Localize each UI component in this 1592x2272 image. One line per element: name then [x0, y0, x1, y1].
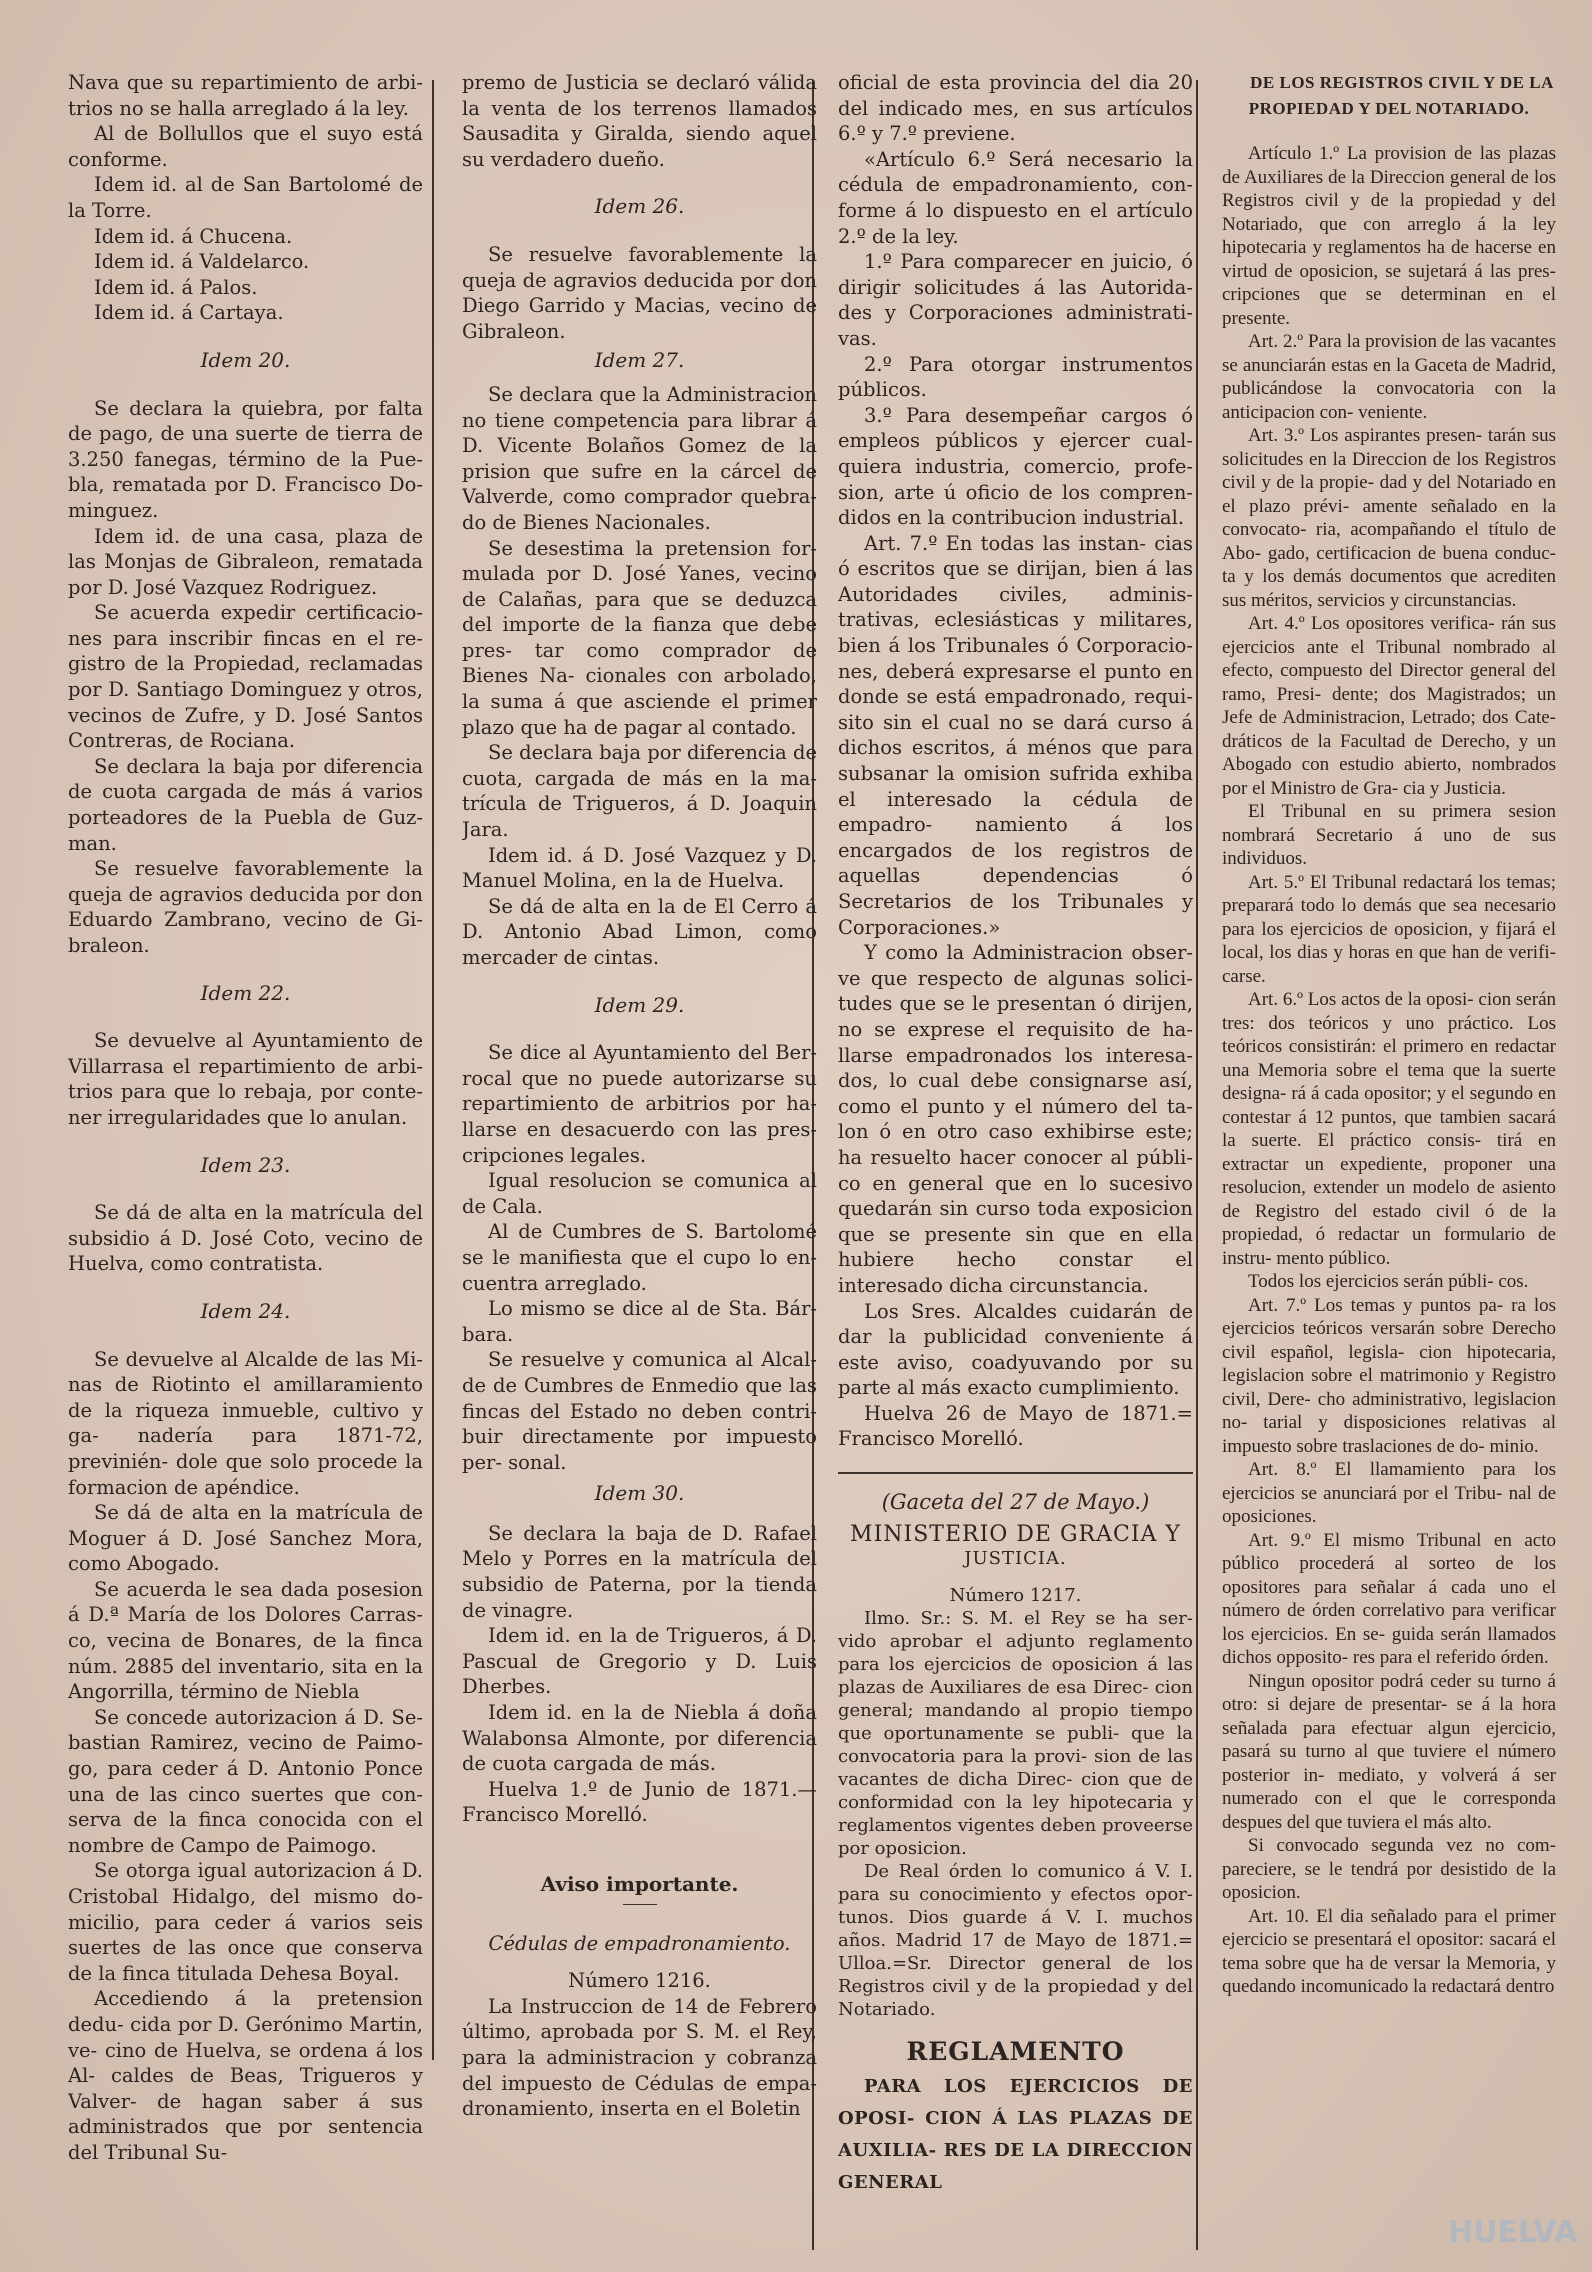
column-2 — [462, 70, 817, 2252]
section-heading: Idem 22. — [200, 980, 291, 1005]
section-heading: Idem 30. — [594, 1481, 685, 1506]
paragraph: Se resuelve favorablemente la queja de agravios deducida por don Eduardo Zambrano, vecino de Gi- braleon. — [68, 857, 423, 957]
article: Artículo 1.º La provision de las plazas de Auxiliares de la Direccion general de los Registros civil y de la propiedad y del Notariado, que con arreglo á la ley hipotecaria y reglamentos ha de hacerse en virtud de oposicion, se sujetará á las pres- cripciones que se determinan en el presente. — [1222, 143, 1556, 329]
paragraph: Idem id. á Cartaya. — [94, 301, 284, 325]
paragraph: Idem id. á Chucena. — [94, 224, 293, 248]
regulation-title: REGLAMENTO — [906, 2037, 1125, 2067]
paragraph: Y como la Administracion obser- ve que respecto de algunas solici- tudes que se le presentan ó dirijen, no se exprese el requisito de ha- llarse empadronados los interesa- dos, lo cual debe consignarse así, como el punto y el número del ta- lon ó en otro caso exhibirse este; ha resuelto hacer conocer al públi- co en general que en lo sucesivo quedarán sin curso toda exposicion que se presente sin que en ella hubiere hecho constar el interesado dicha circunstancia. — [838, 941, 1193, 1297]
paragraph: Se devuelve al Alcalde de las Mi- nas de Riotinto el amillaramiento de la riqueza inmueble, cultivo y ga- nadería para 1871-72, previnién- dole que solo procede la formacion de apéndice. — [68, 1347, 423, 1499]
paragraph: Se desestima la pretension for- mulada por D. José Yanes, vecino de Calañas, para que se deduzca del importe de la fianza que debe pres- tar como comprador de Bienes Na- cionales con arbolado, la suma á que asciende el primer plazo que ha de pagar al contado. — [462, 536, 817, 739]
divider — [623, 1904, 657, 1905]
signature-line: Huelva 26 de Mayo de 1871.= Francisco Morelló. — [838, 1401, 1193, 1451]
paragraph: Se otorga igual autorizacion á D. Cristobal Hidalgo, del mismo do- micilio, para ceder á varios seis suertes de las once que conserva de la finca titulada Dehesa Boyal. — [68, 1859, 423, 1985]
order-number: Número 1216. — [568, 1969, 711, 1993]
section-heading: Idem 27. — [594, 348, 685, 373]
column-rule — [1196, 80, 1198, 2250]
article: Art. 8.º El llamamiento para los ejercicios se anunciará por el Tribu- nal de oposiciones. — [1222, 1459, 1556, 1527]
paragraph: Idem id. en la de Trigueros, á D. Pascual de Gregorio y D. Luis Dherbes. — [462, 1624, 817, 1699]
paragraph: La Instruccion de 14 de Febrero último, aprobada por S. M. el Rey, para la administracion y cobranza del impuesto de Cédulas de empa- dronamiento, inserta en el Boletin — [462, 1994, 817, 2121]
column-4 — [1222, 70, 1556, 2252]
paragraph: Idem id. á D. José Vazquez y D. Manuel Molina, en la de Huelva. — [462, 843, 817, 893]
paragraph: Al de Bollullos que el suyo está conforme. — [68, 122, 423, 171]
article: Art. 10. El dia señalado para el primer ejercicio se presentará el opositor: sacará el tema sobre que ha de versar la Memoria, y quedando incomunicado la redactará dentro — [1222, 1905, 1556, 1997]
paragraph: Se resuelve y comunica al Alcal- de de Cumbres de Enmedio que las fincas del Estado no deben contri- buir directamente por impuesto per- sonal. — [462, 1348, 817, 1474]
paragraph: Se declara la quiebra, por falta de pago, de una suerte de tierra de 3.250 fanegas, término de la Pue- bla, rematada por D. Francisco Do- minguez. — [68, 396, 423, 522]
article: Art. 9.º El mismo Tribunal en acto público procederá al sorteo de los opositores para señalar á cada uno el número de órden correlativo para verificar los ejercicios. En se- guida serán llamados dichos opposito- res para el referido órden. — [1222, 1529, 1556, 1668]
notice-title: Aviso importante. — [540, 1872, 739, 1896]
paragraph: Se declara que la Administracion no tiene competencia para librar á D. Vicente Bolaños Gomez de la prision que sufre en la cárcel de Valverde, como comprador quebra- do de Bienes Nacionales. — [462, 382, 817, 534]
section-heading: Idem 24. — [200, 1298, 291, 1323]
paragraph: Idem id. á Valdelarco. — [94, 250, 310, 274]
article: Todos los ejercicios serán públi- cos. — [1248, 1271, 1529, 1292]
paragraph: Lo mismo se dice al de Sta. Bár- bara. — [462, 1297, 817, 1346]
paragraph: Se declara la baja de D. Rafael Melo y Porres en la matrícula del subsidio de Paterna, por la tienda de vinagre. — [462, 1521, 817, 1622]
article: Art. 5.º El Tribunal redactará los temas; preparará todo lo demás que sea necesario para los ejercicios de oposicion, y fijará el local, los dias y horas en que han de verifi- carse. — [1222, 871, 1556, 987]
article: Art. 6.º Los actos de la oposi- cion serán tres: dos teóricos y uno práctico. Los teóricos consistirán: el primero en redactar una Memoria sobre el tema que la suerte designa- rá á cada opositor; y el segundo en contestar á 12 puntos, que tambien sacará la suerte. El práctico consis- tirá en extractar un expediente, proponer una resolucion, extender un modelo de asiento de Registro del estado civil ó de la propiedad, ó redactar un formulario de instru- mento público. — [1222, 989, 1556, 1269]
section-heading: Idem 23. — [200, 1152, 291, 1177]
paragraph: oficial de esta provincia del dia 20 del indicado mes, en sus artículos 6.º y 7.º previene. — [838, 71, 1193, 146]
paragraph: Los Sres. Alcaldes cuidarán de dar la publicidad conveniente á este aviso, coadyuvando por su parte al más exacto cumplimiento. — [838, 1299, 1193, 1400]
ministry-subtitle: JUSTICIA. — [964, 1548, 1067, 1570]
paragraph: Idem id. á Palos. — [94, 275, 258, 299]
regulation-subtitle: PARA LOS EJERCICIOS DE OPOSI- CION Á LAS PLAZAS DE AUXILIA- RES DE LA DIRECCION GENERAL — [838, 2075, 1193, 2193]
order-number: Número 1217. — [949, 1585, 1082, 1607]
paragraph: Se dá de alta en la matrícula de Moguer á D. José Sanchez Mora, como Abogado. — [68, 1501, 423, 1576]
column-3 — [838, 70, 1193, 2252]
paragraph: 1.º Para comparecer en juicio, ó dirigir solicitudes á las Autorida- des y Corporaciones administrati- vas. — [838, 250, 1193, 350]
ministry-title: MINISTERIO DE GRACIA Y — [850, 1521, 1181, 1547]
paragraph: Se acuerda expedir certificacio- nes para inscribir fincas en el re- gistro de la Propiedad, reclamadas por D. Santiago Dominguez y otros, vecinos de Zufre, y D. José Santos Contreras, de Rociana. — [68, 601, 423, 753]
source-note: (Gaceta del 27 de Mayo.) — [881, 1490, 1150, 1515]
paragraph: Se dá de alta en la matrícula del subsidio á D. José Coto, vecino de Huelva, como contratista. — [68, 1201, 423, 1276]
paragraph: Ilmo. Sr.: S. M. el Rey se ha ser- vido aprobar el adjunto reglamento para los ejercicios de oposicion á las plazas de Auxiliares de esa Direc- cion general; mandando al propio tiempo que oportunamente se publi- que la convocatoria para la provi- sion de las vacantes de dicha Direc- cion que de conformidad con la ley hipotecaria y reglamentos vigentes deben proveerse por oposicion. — [838, 1608, 1193, 1860]
paragraph: «Artículo 6.º Será necesario la cédula de empadronamiento, con- forme á lo dispuesto en el artículo 2.º de la ley. — [838, 147, 1193, 248]
signature-line: Huelva 1.º de Junio de 1871.— Francisco Morelló. — [462, 1777, 817, 1827]
article: Art. 7.º Los temas y puntos pa- ra los ejercicios teóricos versarán sobre Derecho civil español, legisla- cion hipotecaria, legislacion sobre el matrimonio y Registro civil, Dere- cho administrativo, legislacion no- tarial y disposiciones relativas al impuesto sobre traslaciones de do- minio. — [1222, 1294, 1556, 1457]
regulation-heading: DE LOS REGISTROS CIVIL Y DE LA PROPIEDAD Y DEL NOTARIADO. — [1248, 73, 1554, 118]
paragraph: Se acuerda le sea dada posesion á D.ª María de los Dolores Carras- co, vecina de Bonares, de la finca núm. 2885 del inventario, sita en la Angorrilla, término de Niebla — [68, 1577, 423, 1704]
paragraph: Accediendo á la pretension dedu- cida por D. Gerónimo Martin, ve- cino de Huelva, se ordena á los Al- caldes de Beas, Trigueros y Valver- de hagan saber á sus administrados que por sentencia del Tribunal Su- — [68, 1987, 423, 2164]
column-1 — [68, 70, 423, 2252]
paragraph: 3.º Para desempeñar cargos ó empleos públicos y ejercer cual- quiera industria, comercio, profe- sion, arte ú oficio de los compren- didos en la contribucion industrial. — [838, 403, 1193, 530]
paragraph: Se dice al Ayuntamiento del Ber- rocal que no puede autorizarse su repartimiento de arbitrios por ha- llarse en desacuerdo con las pres- cripciones legales. — [462, 1041, 817, 1167]
section-heading: Idem 29. — [594, 992, 685, 1017]
column-rule — [432, 80, 434, 2060]
notice-subtitle: Cédulas de empadronamiento. — [488, 1931, 791, 1955]
paragraph: Se declara la baja por diferencia de cuota cargada de más á varios porteadores de la Puebla de Guz- man. — [68, 754, 423, 855]
section-heading: Idem 26. — [594, 194, 685, 219]
paragraph: premo de Justicia se declaró válida la venta de los terrenos llamados Sausadita y Giralda, siendo aquel su verdadero dueño. — [462, 71, 817, 171]
paragraph: Nava que su repartimiento de arbi- trios no se halla arreglado á la ley. — [68, 71, 423, 120]
paragraph: Art. 7.º En todas las instan- cias ó escritos que se dirijan, bien á las Autoridades civiles, adminis- trativas, eclesiásticas y militares, bien á los Tribunales ó Corporacio- nes, deberá expresarse el punto en donde se está empadronado, requi- sito sin el cual no se dará curso á dichos escritos, á ménos que para subsanar la omision sufrida exhiba el interesado la cédula de empadro- namiento á los encargados de los registros de aquellas dependencias ó Secretarios de los Tribunales y Corporaciones.» — [838, 531, 1193, 939]
paragraph: Se concede autorizacion á D. Se- bastian Ramirez, vecino de Paimo- go, para ceder á D. Antonio Ponce una de las cinco suertes que con- serva de la finca conocida con el nombre de Campo de Paimogo. — [68, 1705, 423, 1857]
divider — [838, 1472, 1193, 1474]
paragraph: Al de Cumbres de S. Bartolomé se le manifiesta que el cupo lo en- cuentra arreglado. — [462, 1220, 817, 1295]
paragraph: 2.º Para otorgar instrumentos públicos. — [838, 352, 1193, 402]
paragraph: Igual resolucion se comunica al de Cala. — [462, 1169, 817, 1218]
archive-stamp: HUELVA — [1448, 2215, 1578, 2250]
paragraph: Se declara baja por diferencia de cuota, cargada de más en la ma- trícula de Trigueros, á D. Joaquin Jara. — [462, 741, 817, 842]
paragraph: Idem id. en la de Niebla á doña Walabonsa Almonte, por diferencia de cuota cargada de más. — [462, 1701, 817, 1776]
paragraph: Idem id. al de San Bartolomé de la Torre. — [68, 173, 423, 222]
article: Ningun opositor podrá ceder su turno á otro: si dejare de presentar- se á la hora señalada para efectuar algun ejercicio, pasará su turno al que tuviere el número posterior in- mediato, y volverá á ser numerado con el que le corresponda despues del que tuviera el más alto. — [1222, 1670, 1556, 1833]
article: Art. 2.º Para la provision de las vacantes se anunciarán estas en la Gaceta de Madrid, publicándose la convocatoria con la anticipacion con- veniente. — [1222, 331, 1556, 423]
article: Art. 3.º Los aspirantes presen- tarán sus solicitudes en la Direccion de los Registros civil y de la propie- dad y del Notariado en el plazo prévi- amente señalado en la convocato- ria, acompañando el título de Abo- gado, certificacion de buena conduc- ta y los demás documentos que acrediten sus méritos, servicios y circunstancias. — [1222, 425, 1556, 611]
article: Si convocado segunda vez no com- pareciere, se le tendrá por desistido de la oposicion. — [1222, 1835, 1556, 1903]
paragraph: De Real órden lo comunico á V. I. para su conocimiento y efectos opor- tunos. Dios guarde á V. I. muchos años. Madrid 17 de Mayo de 1871.= Ulloa.=Sr. Director general de los Registros civil y de la propiedad y del Notariado. — [838, 1861, 1193, 2021]
paragraph: Se dá de alta en la de El Cerro á D. Antonio Abad Limon, como mercader de cintas. — [462, 894, 817, 969]
paragraph: Se devuelve al Ayuntamiento de Villarrasa el repartimiento de arbi- trios para que lo rebaja, por conte- ner irregularidades que lo anulan. — [68, 1029, 423, 1129]
paragraph: Idem id. de una casa, plaza de las Monjas de Gibraleon, rematada por D. José Vazquez Rodriguez. — [68, 524, 423, 599]
paragraph: Se resuelve favorablemente la queja de agravios deducida por don Diego Garrido y Macias, vecino de Gibraleon. — [462, 242, 817, 343]
article: Art. 4.º Los opositores verifica- rán sus ejercicios ante el Tribunal nombrado al efecto, compuesto del Director general del ramo, Presi- dente; dos Magistrados; un Jefe de Administracion, Letrado; dos Cate- dráticos de la Facultad de Derecho, y un Abogado con estudio abierto, nombrados por el Ministro de Gra- cia y Justicia. — [1222, 613, 1556, 799]
section-heading: Idem 20. — [200, 347, 291, 372]
article: El Tribunal en su primera sesion nombrará Secretario á uno de sus individuos. — [1222, 801, 1556, 869]
